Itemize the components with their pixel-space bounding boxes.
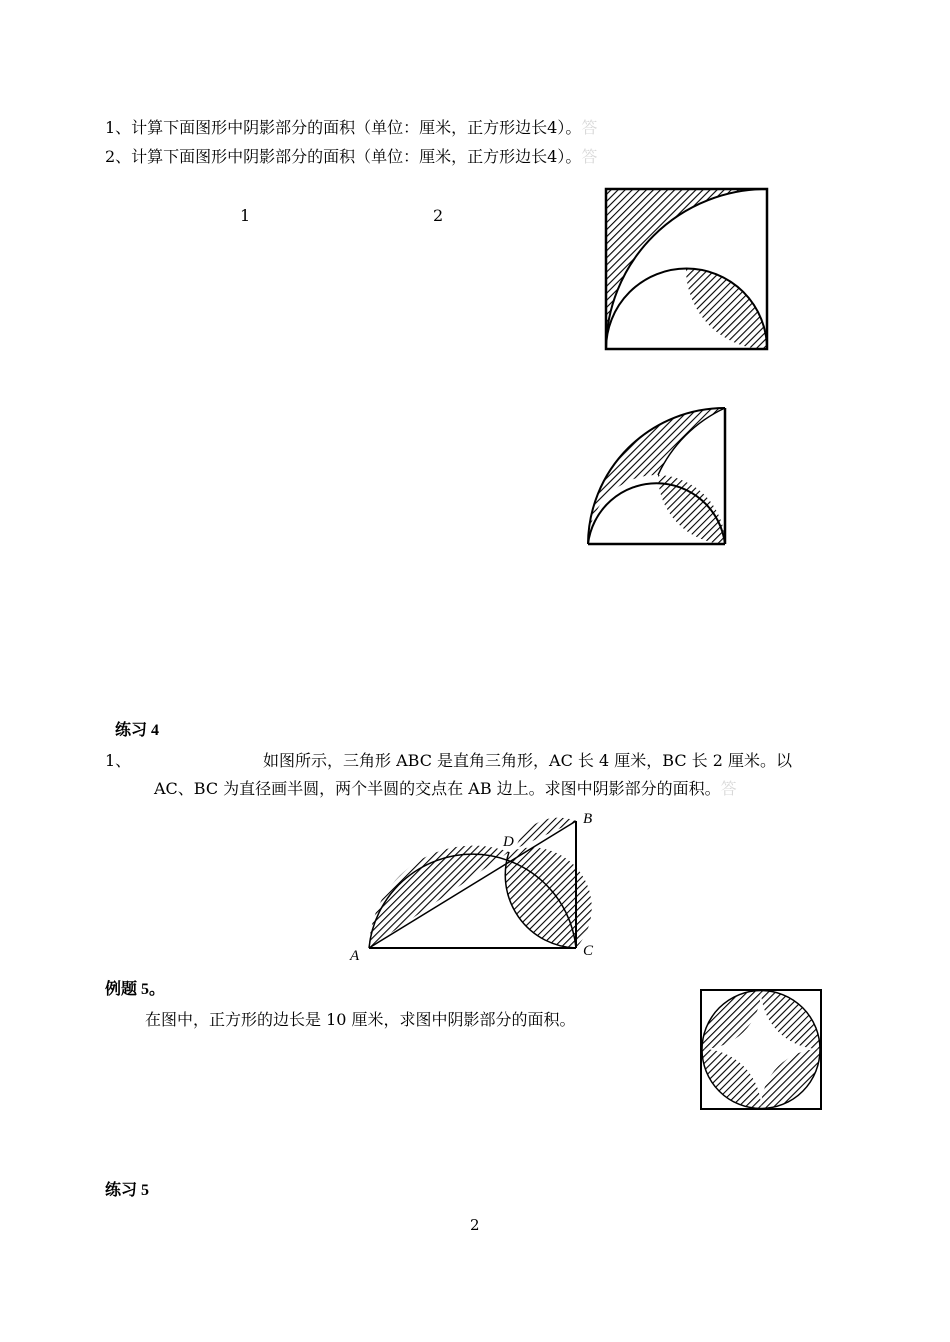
figure-label-1: 1 [240,206,251,225]
question-1-text: 1、计算下面图形中阴影部分的面积（单位：厘米，正方形边长4）。 [105,118,582,137]
label-point-c: C [583,943,594,959]
practice-5-heading: 练习 5 [105,1182,150,1199]
figure-square-circle [700,989,822,1111]
question-1 [105,118,597,138]
label-point-a: A [350,948,360,964]
practice-4-line-2 [154,779,737,799]
label-point-b: B [583,811,593,827]
figure-label-2: 2 [433,206,444,225]
question-2 [105,147,597,167]
page-number: 2 [470,1216,480,1234]
answer-link-3[interactable]: 答 [720,779,737,798]
example-5-heading: 例题 5。 [105,981,166,998]
figure-triangle-semicircles [340,800,610,970]
example-5-text: 在图中，正方形的边长是 10 厘米，求图中阴影部分的面积。 [145,1010,576,1029]
question-2-text: 2、计算下面图形中阴影部分的面积（单位：厘米，正方形边长4）。 [105,147,582,166]
practice-4-heading: 练习 4 [115,722,160,739]
figure-quarter-circle [586,406,728,546]
answer-link-2[interactable]: 答 [581,147,598,166]
practice-4-line-1: 如图所示，三角形 ABC 是直角三角形，AC 长 4 厘米，BC 长 2 厘米。以 [263,751,792,770]
figure-square-quarter-circle [605,188,769,350]
label-point-d: D [503,834,514,850]
answer-link-1[interactable]: 答 [581,118,598,137]
practice-4-number: 1、 [105,751,132,770]
practice-4-line-2-text: AC、BC 为直径画半圆，两个半圆的交点在 AB 边上。求图中阴影部分的面积。 [154,779,721,798]
